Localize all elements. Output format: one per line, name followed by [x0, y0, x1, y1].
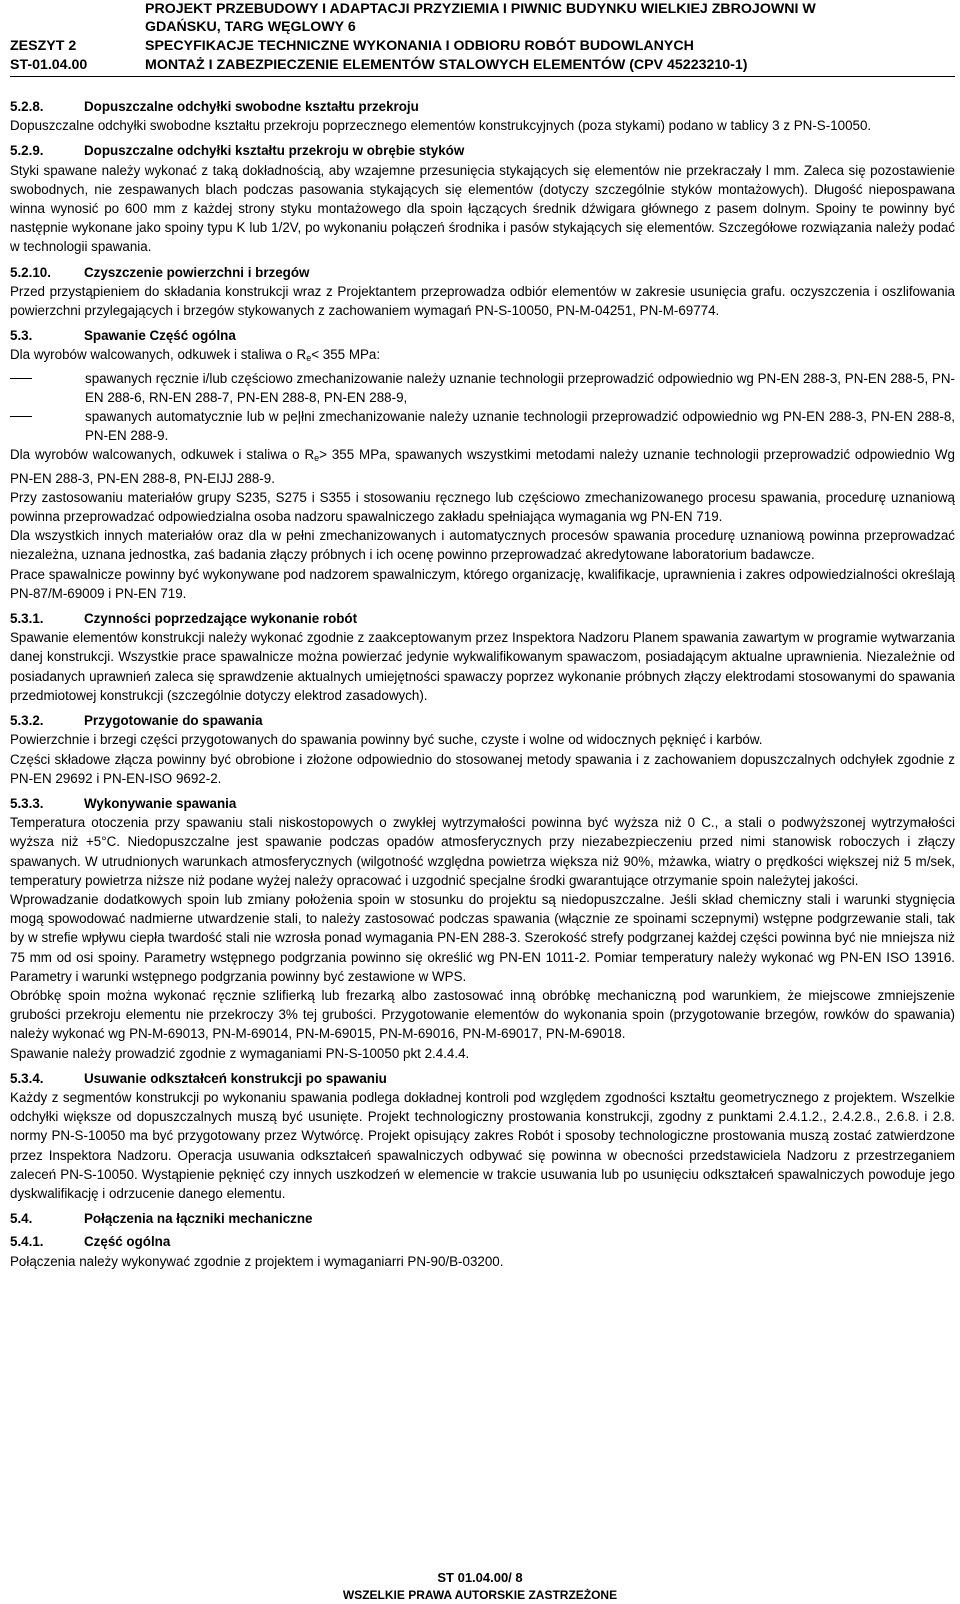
section-number: 5.3.3. [10, 795, 44, 811]
text: < 355 MPa: [311, 347, 381, 363]
paragraph: Przed przystąpieniem do składania konstrukcji wraz z Projektantem przeprowadza odbiór elementów w zakresie usunięcia grafu. oczyszczenia i oszlifowania powierzchni przylegających i brzegów stykowanych z zachowaniem wymagań PN-S-10050, PN-M-04251, PN-M-69774. [10, 283, 955, 319]
section-number: 5.2.8. [10, 99, 44, 114]
text: > 355 MPa, spawanych wszystkimi metodami należy uznanie technologii przeprowadzić odpowiednio Wg PN-EN 288-3, PN-EN 288-8, PN-EIJJ 288-9. [10, 447, 956, 486]
header-project-title: PROJEKT PRZEBUDOWY I ADAPTACJI PRZYZIEMIA I PIWNIC BUDYNKU WIELKIEJ ZBROJOWNI W [145, 1, 816, 17]
section-title: Czyszczenie powierzchni i brzegów [84, 264, 310, 280]
section-number: 5.4.1. [10, 1234, 44, 1250]
section-title: Usuwanie odkształceń konstrukcji po spawaniu [84, 1070, 387, 1086]
header-spec-row [10, 56, 748, 74]
paragraph: Dopuszczalne odchyłki swobodne kształtu przekroju poprzecznego elementów konstrukcyjnych (poza stykami) podano w tablicy 3 z PN-S-10050. [10, 118, 872, 134]
section-number: 5.2.10. [10, 264, 51, 280]
header-divider [10, 76, 955, 77]
section-number: 5.3. [10, 328, 33, 344]
paragraph: Obróbkę spoin można wykonać ręcznie szlifierką lub frezarką albo zastosować inną obróbkę mechaniczną pod warunkiem, że miejscowe zmniejszenie grubości przekroju elementu nie przekroczy 3% tej grubości. Przygotowanie elementów do wykonania spoin (przygotowanie brzegów, rowków do spawania) należy wykonać wg PN-M-69013, PN-M-69014, PN-M-69015, PN-M-69016, PN-M-69017, PN-M-69018. [10, 987, 955, 1042]
section-title: Czynności poprzedzające wykonanie robót [84, 611, 358, 627]
header-spec-title: MONTAŻ I ZABEZPIECZENIE ELEMENTÓW STALOWYCH ELEMENTÓW (CPV 45223210-1) [145, 57, 748, 73]
section-number: 5.3.1. [10, 611, 44, 627]
paragraph: Każdy z segmentów konstrukcji po wykonaniu spawania podlega dokładnej kontroli pod względem zgodności kształtu geometrycznego z projektem. Wszelkie odchyłki większe od dopuszczalnych muszą być usunięte. Projekt technologiczny prostowania konstrukcji, zgodny z punktami 2.4.1.2., 2.4.2.8., 2.6.8. i 2.8. normy PN-S-10050 ma być przygotowany przez Wytwórcę. Projekt opisujący zakres Robót i sposoby technologiczne prostowania muszą zostać zatwierdzone przez Inspektora Nadzoru. Operacja usuwania odkształceń spawalniczych odbywać się powinna w obecności przedstawiciela Nadzoru z przestrzeganiem zaleceń PN-S-10050. Wystąpienie pęknięć czy innych uszkodzeń w elemencie w trakcie usuwania lub po usunięciu odkształceń spawalniczych powoduje jego dyskwalifikację i odrzucenie danego elementu. [10, 1089, 955, 1201]
section-number: 5.3.2. [10, 713, 44, 729]
text: spawanych ręcznie i/lub częściowo zmechanizowanie należy uznanie technologii przeprowadzić odpowiednio wg PN-EN 288-3, PN-EN 288-5, PN-EN 288-6, RN-EN 288-7, PN-EN 288-8, PN-EN 288-9, [85, 370, 955, 405]
paragraph [10, 445, 955, 487]
section-heading-5-3-2 [10, 711, 955, 730]
text: Dla wyrobów walcowanych, odkuwek i staliwa o R [10, 347, 307, 363]
section-heading-5-3-3 [10, 794, 955, 813]
header-project-address: GDAŃSKU, TARG WĘGLOWY 6 [145, 19, 356, 35]
section-heading-5-2-9 [10, 141, 955, 160]
paragraph: Spawanie należy prowadzić zgodnie z wymaganiami PN-S-10050 pkt 2.4.4.4. [10, 1045, 470, 1061]
paragraph: Styki spawane należy wykonać z taką dokładnością, aby wzajemne przesunięcia stykających się elementów nie przekraczały l mm. Zaleca się pozostawienie swobodnych, nie zespawanych blach podczas pasowania stykających się elementów (dotyczy szczególnie styków montażowych). Długość niepospawana winna wynosić po 600 mm z każdej strony styku montażowego dla spoin łączących średnik dźwigara głównego z pasem dolnym. Spoiny te powinny być następnie wykonane jako spoiny typu K lub 1/2V, po wykonaniu połączeń środnika i pasów stykających się elementów. Szczegółowe rozwiązania należy podać w technologii spawania. [10, 162, 955, 255]
footer-page-number: ST 01.04.00/ 8 [437, 1570, 523, 1585]
header-volume-label: ZESZYT 2 [10, 38, 77, 54]
page-header [10, 0, 955, 78]
section-heading-5-3-4 [10, 1069, 955, 1088]
paragraph: Temperatura otoczenia przy spawaniu stali niskostopowych o zwykłej wytrzymałości powinna być wyższa niż 0 C., a stali o podwyższonej wytrzymałości wyższa niż +5°C. Niedopuszczalne jest spawanie podczas opadów atmosferycznych przy niezabezpieczeniu przed nimi stanowisk roboczych i złączy spawanych. W utrudnionych warunkach atmosferycznych (wilgotność względna powietrza większa niż 90%, mżawka, wiatry o prędkości większej niż 5 m/sek, temperatury powietrza niższe niż podane wyżej należy opracować i uzgodnić specjalne środki gwarantujące otrzymanie spoin należytej jakości. [10, 815, 955, 888]
subscript: e [314, 453, 320, 464]
section-title: Dopuszczalne odchyłki kształtu przekroju w obrębie styków [84, 143, 465, 159]
section-title: Spawanie Część ogólna [84, 328, 236, 344]
header-volume-row [10, 37, 694, 55]
section-title: Dopuszczalne odchyłki swobodne kształtu przekroju [84, 99, 419, 114]
section-title: Wykonywanie spawania [84, 795, 237, 811]
section-heading-5-3-1 [10, 609, 955, 628]
paragraph: Przy zastosowaniu materiałów grupy S235, S275 i S355 i stosowaniu ręcznego lub częściowo zmechanizowanego procesu spawania, procedurę uznaniową powinna przeprowadzać odpowiedzialna osoba nadzoru spawalniczego zakładu spełniająca wymagania wg PN-EN 719. [10, 489, 955, 525]
section-number: 5.3.4. [10, 1070, 44, 1086]
section-number: 5.4. [10, 1211, 33, 1227]
paragraph: Dla wszystkich innych materiałów oraz dla w pełni zmechanizowanych i automatycznych procesów spawania procedurę uznaniową powinna przeprowadzać niezależna, uznana jednostka, zaś badania złączy próbnych i ich ocenę powinno przeprowadzać akredytowane laboratorium badawcze. [10, 528, 955, 563]
document-body [10, 97, 955, 1271]
section-heading-5-3 [10, 326, 955, 345]
subscript: e [306, 353, 312, 364]
section-title: Połączenia na łączniki mechaniczne [84, 1211, 313, 1227]
header-spec-code: ST-01.04.00 [10, 57, 88, 73]
paragraph: Powierzchnie i brzegi części przygotowanych do spawania powinny być suche, czyste i wolne od widocznych pęknięć i karbów. [10, 732, 763, 748]
section-heading-5-2-10 [10, 263, 955, 282]
dash-bullet-icon [10, 378, 32, 379]
footer-copyright: WSZELKIE PRAWA AUTORSKIE ZASTRZEŻONE [342, 1588, 618, 1602]
section-title: Przygotowanie do spawania [84, 713, 263, 729]
paragraph: Spawanie elementów konstrukcji należy wykonać zgodnie z zaakceptowanym przez Inspektora Nadzoru Planem spawania zawartym w programie wytwarzania danej konstrukcji. Wszystkie prace spawalnicze można powierzać jedynie wykwalifikowanym spawaczom, posiadającym aktualne uprawnienia. Niezależnie od posiadanych uprawnień zaleca się sprawdzenie aktualnych umiejętności spawaczy poprzez wykonanie próbnych złączy elektrodami stosowanymi do spawania przedmiotowej konstrukcji (szczególnie dotyczy elektrod zasadowych). [10, 630, 955, 703]
paragraph: Części składowe złącza powinny być obrobione i złożone odpowiednio do stosowanej metody spawania i z zachowaniem dopuszczalnych odchyłek zgodnie z PN-EN 29692 i PN-EN-ISO 9692-2. [10, 751, 955, 786]
section-title: Część ogólna [84, 1234, 171, 1250]
paragraph: Prace spawalnicze powinny być wykonywane pod nadzorem spawalniczym, którego organizację, kwalifikacje, uprawnienia i zakres odpowiedzialności określają PN-87/M-69009 i PN-EN 719. [10, 566, 955, 601]
header-volume-title: SPECYFIKACJE TECHNICZNE WYKONANIA I ODBIORU ROBÓT BUDOWLANYCH [145, 38, 694, 54]
section-heading-5-4 [10, 1209, 955, 1228]
section-heading-5-2-8 [10, 97, 955, 116]
paragraph: Wprowadzanie dodatkowych spoin lub zmiany położenia spoin w stosunku do projektu są niedopuszczalne. Jeśli skład chemiczny stali i warunki stygnięcia mogą spowodować nadmierne utwardzenie stali, to należy zastosować podczas spawania (włącznie ze spoinami sczepnymi) wstępne podgrzewanie stali, tak by w strefie wpływu ciepła twardość stali nie wzrosła ponad wymagania PN-EN 288-3. Szerokość strefy podgrzanej każdej części powinna być nie mniejsza niż 75 mm od osi spoiny. Parametry wstępnego podgrzania powinno się określić wg PN-EN 1011-2. Pomiar temperatury należy wykonać wg PN-EN ISO 13916. Parametry i warunki wstępnego podgrzania powinny być zestawione w WPS. [10, 891, 955, 984]
section-heading-5-4-1 [10, 1232, 955, 1251]
paragraph: Połączenia należy wykonywać zgodnie z projektem i wymaganiarri PN-90/B-03200. [10, 1253, 504, 1269]
text: spawanych automatycznie lub w pe|łni zmechanizowanie należy uznanie technologii przeprowadzić odpowiednio wg PN-EN 288-3, PN-EN 288-8, PN-EN 288-9. [85, 409, 955, 444]
text: Dla wyrobów walcowanych, odkuwek i staliwa o R [10, 447, 315, 463]
list-item [10, 407, 955, 445]
paragraph [10, 345, 955, 368]
list-item [10, 369, 955, 407]
dash-bullet-icon [10, 416, 32, 417]
section-number: 5.2.9. [10, 143, 44, 159]
